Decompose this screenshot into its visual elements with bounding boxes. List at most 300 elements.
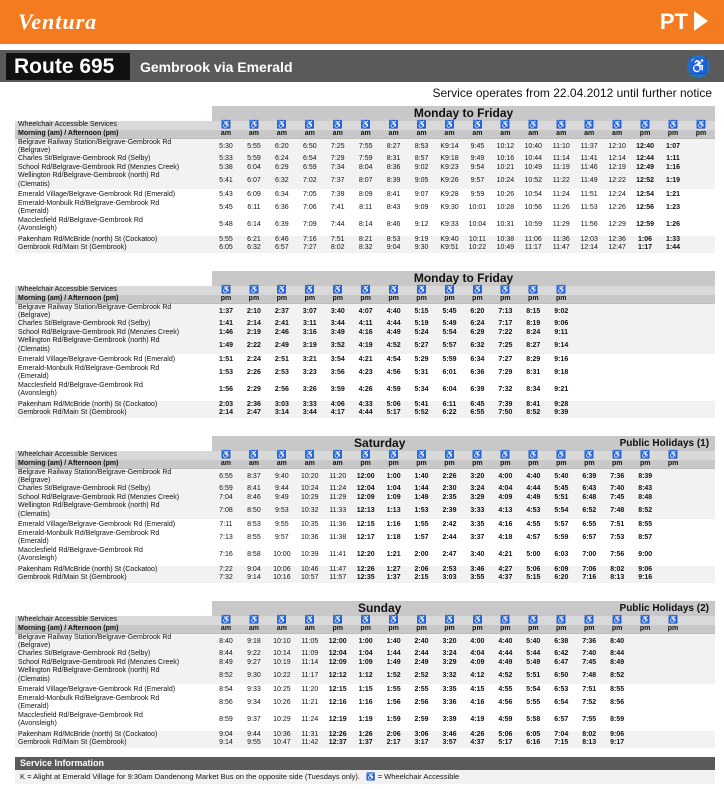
- empty-cell: [659, 502, 687, 519]
- departure-time: K9:26: [436, 172, 464, 189]
- empty-cell: [659, 686, 687, 695]
- departure-time: 8:29: [519, 356, 547, 365]
- departure-time: 4:56: [491, 695, 519, 712]
- departure-time: 3:46: [436, 731, 464, 740]
- empty-cell: [659, 365, 687, 382]
- departure-time: 9:30: [240, 667, 268, 684]
- period-cell: pm: [212, 295, 240, 304]
- wheelchair-icon: ♿: [408, 616, 436, 625]
- departure-time: 1:44: [659, 244, 687, 253]
- period-cell: am: [268, 130, 296, 139]
- wheelchair-icon: ♿: [352, 451, 380, 460]
- empty-cell: [659, 695, 687, 712]
- departure-time: 8:13: [575, 739, 603, 748]
- empty-cell: [631, 739, 659, 748]
- departure-time: 7:16: [296, 236, 324, 245]
- departure-time: 12:26: [352, 566, 380, 575]
- departure-time: 12:12: [324, 667, 352, 684]
- departure-time: 12:35: [352, 574, 380, 583]
- departure-time: 1:21: [380, 547, 408, 564]
- departure-time: 5:41: [212, 172, 240, 189]
- departure-time: 9:06: [547, 320, 575, 329]
- departure-time: 6:46: [268, 236, 296, 245]
- departure-time: 1:37: [352, 739, 380, 748]
- departure-time: 7:32: [491, 382, 519, 399]
- departure-time: 9:59: [463, 191, 491, 200]
- departure-time: 4:49: [380, 329, 408, 338]
- departure-time: 2:44: [408, 650, 436, 659]
- departure-time: 9:45: [463, 138, 491, 155]
- departure-time: 3:11: [296, 320, 324, 329]
- departure-time: 8:41: [380, 191, 408, 200]
- day-title: Saturday: [212, 436, 547, 451]
- empty-cell: [575, 382, 603, 399]
- period-cell: pm: [463, 295, 491, 304]
- departure-time: 9:07: [408, 191, 436, 200]
- wheelchair-icon: ♿: [491, 451, 519, 460]
- departure-time: 5:33: [212, 155, 240, 164]
- period-cell: am: [380, 130, 408, 139]
- stop-name: Gembrook Rd/Main St (Gembrook): [15, 409, 212, 418]
- departure-time: 12:09: [352, 494, 380, 503]
- departure-time: 10:56: [519, 200, 547, 217]
- departure-time: 7:29: [324, 155, 352, 164]
- departure-time: 11:41: [324, 547, 352, 564]
- departure-time: 9:11: [547, 329, 575, 338]
- departure-time: 8:39: [380, 172, 408, 189]
- stop-name: Gembrook Rd/Main St (Gembrook): [15, 739, 212, 748]
- departure-time: 7:48: [603, 502, 631, 519]
- departure-time: 8:21: [352, 236, 380, 245]
- departure-time: 6:03: [547, 547, 575, 564]
- departure-time: 1:49: [408, 494, 436, 503]
- departure-time: 6:04: [240, 164, 268, 173]
- departure-time: 8:04: [352, 164, 380, 173]
- empty-cell: [687, 460, 715, 469]
- departure-time: 10:29: [296, 494, 324, 503]
- departure-time: 4:09: [491, 494, 519, 503]
- wheelchair-icon: ♿: [352, 121, 380, 130]
- wheelchair-icon: ♿: [366, 772, 376, 781]
- departure-time: 7:16: [212, 547, 240, 564]
- stop-name: Gembrook Rd/Main St (Gembrook): [15, 244, 212, 253]
- day-title-spacer: [15, 271, 212, 286]
- stop-name: School Rd/Belgrave-Gembrook Rd (Menzies Creek): [15, 164, 212, 173]
- departure-time: 1:37: [380, 574, 408, 583]
- wheelchair-icon: ♿: [268, 121, 296, 130]
- departure-time: 7:00: [575, 547, 603, 564]
- empty-cell: [659, 337, 687, 354]
- departure-time: 4:23: [352, 365, 380, 382]
- stop-row: [15, 244, 715, 253]
- departure-time: 5:55: [519, 695, 547, 712]
- departure-time: 5:57: [547, 521, 575, 530]
- departure-time: 6:16: [519, 739, 547, 748]
- stop-name: Pakenham Rd/McBride (north) St (Cockatoo): [15, 236, 212, 245]
- period-label: Morning (am) / Afternoon (pm): [15, 460, 212, 469]
- departure-time: 6:34: [463, 356, 491, 365]
- empty-cell: [687, 244, 715, 253]
- wheelchair-icon: ♿: [296, 451, 324, 460]
- stop-name: Emerald Village/Belgrave-Gembrook Rd (Emerald): [15, 191, 212, 200]
- departure-time: 3:03: [268, 401, 296, 410]
- departure-time: 5:59: [547, 530, 575, 547]
- empty-cell: [687, 451, 715, 460]
- empty-cell: [687, 172, 715, 189]
- empty-cell: [631, 382, 659, 399]
- empty-cell: [687, 200, 715, 217]
- empty-cell: [603, 382, 631, 399]
- departure-time: 4:44: [491, 650, 519, 659]
- stop-row: [15, 382, 715, 391]
- departure-time: 10:36: [296, 530, 324, 547]
- departure-time: 5:48: [212, 217, 240, 234]
- departure-time: 8:59: [212, 712, 240, 729]
- departure-time: 1:27: [380, 566, 408, 575]
- wheelchair-icon: ♿: [268, 286, 296, 295]
- departure-time: 6:05: [212, 244, 240, 253]
- empty-cell: [687, 468, 715, 485]
- departure-time: 7:51: [324, 236, 352, 245]
- departure-time: 8:48: [631, 494, 659, 503]
- period-cell: pm: [463, 460, 491, 469]
- stop-name: Macclesfield Rd/Belgrave-Gembrook Rd: [15, 712, 212, 721]
- stop-row: [15, 547, 715, 556]
- departure-time: 3:23: [296, 365, 324, 382]
- departure-time: 7:04: [212, 494, 240, 503]
- departure-time: 11:29: [547, 217, 575, 234]
- departure-time: 9:55: [240, 739, 268, 748]
- departure-time: 8:55: [240, 530, 268, 547]
- departure-time: 7:25: [324, 138, 352, 155]
- departure-time: 1:53: [408, 502, 436, 519]
- stop-locality: (Belgrave): [15, 477, 212, 486]
- ventura-logo: Ventura: [18, 9, 98, 34]
- period-cell: pm: [631, 625, 659, 634]
- departure-time: 3:32: [436, 667, 464, 684]
- departure-time: 12:36: [603, 236, 631, 245]
- empty-cell: [659, 530, 687, 547]
- empty-cell: [659, 667, 687, 684]
- departure-time: 10:19: [268, 659, 296, 668]
- period-cell: am: [575, 130, 603, 139]
- departure-time: 7:27: [296, 244, 324, 253]
- wheelchair-icon: ♿: [519, 121, 547, 130]
- departure-time: 7:13: [212, 530, 240, 547]
- day-title-spacer: [15, 601, 212, 616]
- empty-cell: [659, 712, 687, 729]
- departure-time: 10:47: [268, 739, 296, 748]
- departure-time: 3:40: [324, 303, 352, 320]
- departure-time: 1:19: [659, 172, 687, 189]
- departure-time: 8:53: [408, 138, 436, 155]
- empty-cell: [687, 337, 715, 354]
- departure-time: 4:13: [491, 502, 519, 519]
- departure-time: 10:24: [491, 172, 519, 189]
- empty-cell: [659, 574, 687, 583]
- departure-time: 7:06: [296, 200, 324, 217]
- departure-time: 6:20: [547, 574, 575, 583]
- stop-row: [15, 200, 715, 209]
- departure-time: 2:14: [240, 320, 268, 329]
- departure-time: 6:53: [547, 686, 575, 695]
- departure-time: 10:10: [268, 633, 296, 650]
- wheelchair-icon: ♿: [240, 616, 268, 625]
- period-cell: pm: [491, 460, 519, 469]
- departure-time: 12:26: [324, 731, 352, 740]
- departure-time: 1:21: [659, 191, 687, 200]
- empty-cell: [659, 485, 687, 494]
- wheelchair-icon: ♿: [603, 616, 631, 625]
- departure-time: 5:55: [212, 236, 240, 245]
- departure-time: 4:40: [491, 633, 519, 650]
- wheelchair-icon: ♿: [491, 121, 519, 130]
- departure-time: 11:38: [324, 530, 352, 547]
- stop-locality: (Emerald): [15, 703, 212, 712]
- departure-time: 1:53: [212, 365, 240, 382]
- departure-time: 10:59: [519, 217, 547, 234]
- wheelchair-icon: ♿: [491, 616, 519, 625]
- day-title-row: [15, 436, 715, 451]
- day-title-row: [15, 106, 715, 121]
- period-cell: pm: [659, 460, 687, 469]
- departure-time: 2:44: [436, 530, 464, 547]
- departure-time: 1:56: [380, 695, 408, 712]
- empty-cell: [659, 409, 687, 418]
- departure-time: 7:39: [491, 401, 519, 410]
- departure-time: 6:59: [296, 164, 324, 173]
- departure-time: K9:33: [436, 217, 464, 234]
- stop-locality: (Emerald): [15, 538, 212, 547]
- pt-logo: PT: [659, 9, 688, 34]
- departure-time: 5:45: [547, 485, 575, 494]
- departure-time: 6:54: [296, 155, 324, 164]
- departure-time: 10:39: [296, 547, 324, 564]
- departure-time: 11:20: [296, 686, 324, 695]
- departure-time: 9:55: [268, 521, 296, 530]
- empty-cell: [687, 217, 715, 234]
- departure-time: 6:54: [547, 695, 575, 712]
- departure-time: 7:25: [491, 337, 519, 354]
- empty-cell: [659, 295, 687, 304]
- departure-time: 7:37: [324, 172, 352, 189]
- wheelchair-icon: ♿: [240, 286, 268, 295]
- period-cell: pm: [603, 460, 631, 469]
- stop-name: Pakenham Rd/McBride (north) St (Cockatoo): [15, 566, 212, 575]
- empty-cell: [575, 356, 603, 365]
- departure-time: 6:39: [268, 217, 296, 234]
- departure-time: 6:09: [547, 566, 575, 575]
- departure-time: 4:55: [491, 686, 519, 695]
- departure-time: 8:41: [519, 401, 547, 410]
- stop-row: [15, 731, 715, 740]
- departure-time: 7:22: [491, 329, 519, 338]
- departure-time: 1:40: [380, 633, 408, 650]
- departure-time: K9:14: [436, 138, 464, 155]
- departure-time: 6:32: [463, 337, 491, 354]
- departure-time: 4:19: [463, 712, 491, 729]
- empty-cell: [659, 401, 687, 410]
- departure-time: 6:50: [547, 667, 575, 684]
- departure-time: 8:09: [352, 191, 380, 200]
- departure-time: 1:26: [659, 217, 687, 234]
- period-cell: pm: [491, 295, 519, 304]
- empty-cell: [659, 739, 687, 748]
- departure-time: 8:14: [352, 217, 380, 234]
- day-title-spacer: [15, 436, 212, 451]
- departure-time: 3:49: [324, 329, 352, 338]
- departure-time: 11:49: [575, 172, 603, 189]
- departure-time: 5:51: [519, 667, 547, 684]
- departure-time: 1:33: [659, 236, 687, 245]
- empty-cell: [659, 320, 687, 329]
- departure-time: 4:56: [380, 365, 408, 382]
- departure-time: 12:47: [603, 244, 631, 253]
- empty-cell: [687, 401, 715, 410]
- departure-time: 9:17: [603, 739, 631, 748]
- departure-time: K9:40: [436, 236, 464, 245]
- departure-time: 6:55: [212, 468, 240, 485]
- departure-time: 4:52: [380, 337, 408, 354]
- stop-row: [15, 303, 715, 312]
- departure-time: 2:40: [408, 633, 436, 650]
- empty-cell: [603, 286, 631, 295]
- departure-time: 9:54: [463, 164, 491, 173]
- departure-time: 6:24: [268, 155, 296, 164]
- departure-time: 10:25: [268, 686, 296, 695]
- period-cell: am: [408, 130, 436, 139]
- departure-time: 4:57: [519, 530, 547, 547]
- departure-time: 3:52: [324, 337, 352, 354]
- period-cell: pm: [296, 295, 324, 304]
- departure-time: 7:50: [491, 409, 519, 418]
- service-information: [15, 757, 715, 785]
- period-cell: pm: [240, 295, 268, 304]
- departure-time: 4:37: [463, 739, 491, 748]
- departure-time: 9:18: [547, 365, 575, 382]
- wheelchair-icon: ♿: [547, 286, 575, 295]
- departure-time: 3:35: [463, 521, 491, 530]
- departure-time: 4:44: [380, 320, 408, 329]
- departure-time: 9:00: [631, 547, 659, 564]
- departure-time: 12:13: [352, 502, 380, 519]
- stop-row: [15, 574, 715, 583]
- departure-time: 8:50: [240, 502, 268, 519]
- departure-time: 4:15: [463, 686, 491, 695]
- period-cell: am: [212, 130, 240, 139]
- departure-time: 9:16: [631, 574, 659, 583]
- stop-locality: (Clematis): [15, 346, 212, 355]
- stop-name: School Rd/Belgrave-Gembrook Rd (Menzies Creek): [15, 329, 212, 338]
- empty-cell: [687, 547, 715, 564]
- departure-time: 7:29: [491, 365, 519, 382]
- empty-cell: [603, 295, 631, 304]
- wheelchair-icon: ♿: [380, 286, 408, 295]
- stop-row: [15, 686, 715, 695]
- departure-time: 8:56: [212, 695, 240, 712]
- departure-time: 8:24: [519, 329, 547, 338]
- empty-cell: [631, 365, 659, 382]
- empty-cell: [659, 468, 687, 485]
- empty-cell: [603, 401, 631, 410]
- wheelchair-note: = Wheelchair Accessible: [377, 772, 460, 781]
- departure-time: 8:52: [519, 409, 547, 418]
- departure-time: 3:26: [296, 382, 324, 399]
- departure-time: 4:17: [324, 409, 352, 418]
- empty-cell: [659, 521, 687, 530]
- day-title-spacer: [15, 106, 212, 121]
- period-label: Morning (am) / Afternoon (pm): [15, 130, 212, 139]
- departure-time: 3:33: [463, 502, 491, 519]
- departure-time: 8:36: [380, 164, 408, 173]
- departure-time: 8:53: [380, 236, 408, 245]
- stop-row: [15, 468, 715, 477]
- departure-time: 2:26: [240, 365, 268, 382]
- departure-time: 7:44: [324, 217, 352, 234]
- stop-name: Belgrave Railway Station/Belgrave-Gembrook Rd: [15, 633, 212, 642]
- departure-time: 3:06: [408, 731, 436, 740]
- empty-cell: [687, 320, 715, 329]
- departure-time: 5:44: [519, 650, 547, 659]
- stop-name: Belgrave Railway Station/Belgrave-Gembrook Rd: [15, 468, 212, 477]
- departure-time: 12:24: [603, 191, 631, 200]
- empty-cell: [659, 494, 687, 503]
- departure-time: 2:42: [436, 521, 464, 530]
- period-cell: am: [491, 130, 519, 139]
- departure-time: 2:55: [408, 686, 436, 695]
- departure-time: 5:52: [408, 409, 436, 418]
- empty-cell: [687, 155, 715, 164]
- departure-time: 3:55: [463, 574, 491, 583]
- departure-time: 9:06: [631, 566, 659, 575]
- departure-time: 2:51: [268, 356, 296, 365]
- departure-time: 8:27: [519, 337, 547, 354]
- departure-time: 1:16: [659, 164, 687, 173]
- empty-cell: [631, 712, 659, 729]
- departure-time: 1:23: [659, 200, 687, 217]
- departure-time: 10:16: [491, 155, 519, 164]
- departure-time: 2:37: [268, 303, 296, 320]
- departure-time: 7:27: [491, 356, 519, 365]
- stop-name: Emerald Village/Belgrave-Gembrook Rd (Emerald): [15, 521, 212, 530]
- departure-time: 12:15: [352, 521, 380, 530]
- departure-time: 4:07: [352, 303, 380, 320]
- departure-time: 3:24: [463, 485, 491, 494]
- period-cell: pm: [408, 295, 436, 304]
- wheelchair-icon: ♿: [436, 451, 464, 460]
- wheelchair-icon: ♿: [687, 121, 715, 130]
- empty-cell: [687, 494, 715, 503]
- stop-row: [15, 739, 715, 748]
- wheelchair-icon: ♿: [380, 121, 408, 130]
- departure-time: 9:57: [268, 530, 296, 547]
- departure-time: 7:05: [296, 191, 324, 200]
- departure-time: 4:21: [491, 547, 519, 564]
- day-title: Monday to Friday: [212, 106, 715, 121]
- departure-time: 8:44: [603, 650, 631, 659]
- wheelchair-icon: ♿: [631, 616, 659, 625]
- empty-cell: [631, 695, 659, 712]
- timetable-sunday: [15, 601, 715, 748]
- departure-time: 1:26: [352, 731, 380, 740]
- departure-time: 7:55: [352, 138, 380, 155]
- departure-time: 2:30: [436, 485, 464, 494]
- day-title-row: [15, 601, 715, 616]
- departure-time: 8:49: [212, 659, 240, 668]
- departure-time: 7:56: [603, 547, 631, 564]
- departure-time: 12:09: [324, 659, 352, 668]
- wheelchair-icon: ♿: [380, 616, 408, 625]
